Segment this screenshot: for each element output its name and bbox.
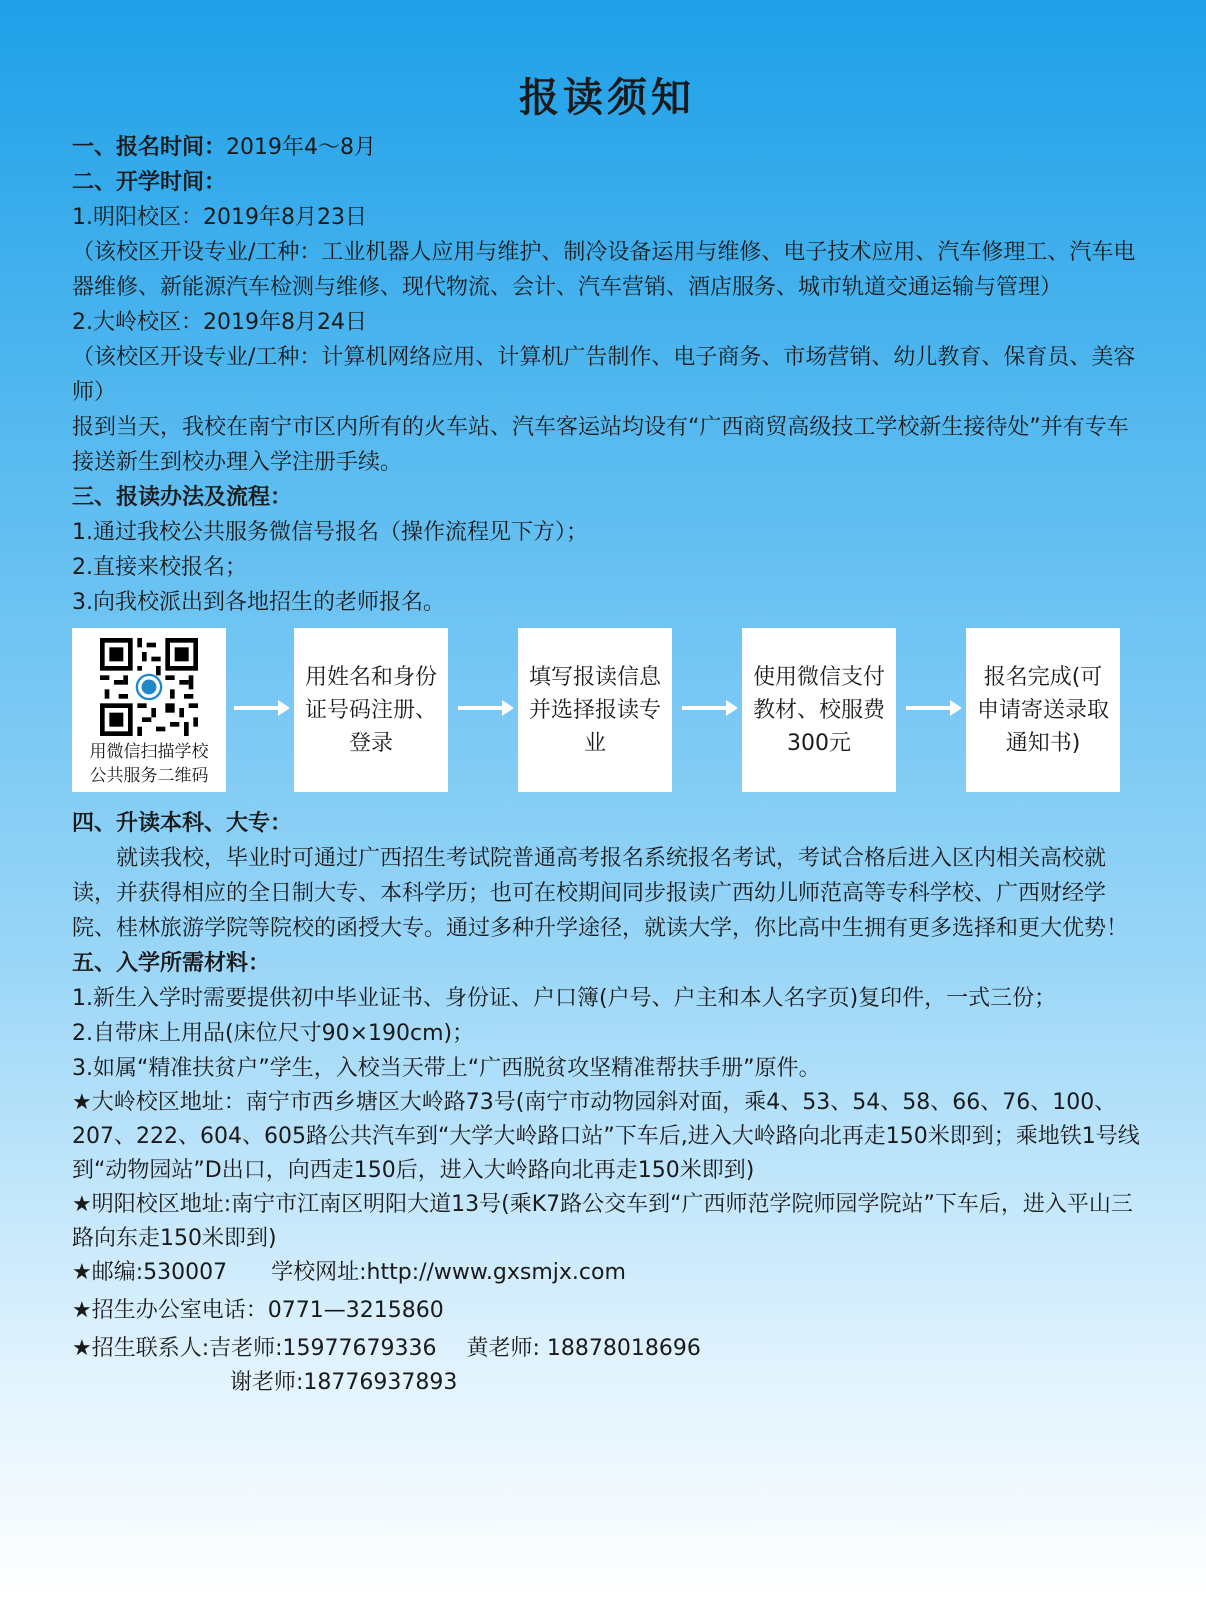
sec2-heading: 二、开学时间： (72, 170, 227, 195)
material-item-3: 3.如属“精准扶贫户”学生，入校当天带上“广西脱贫攻坚精准帮扶手册”原件。 (72, 1056, 821, 1081)
arrow-right-icon (456, 696, 516, 720)
website-link[interactable]: 学校网址:http://www.gxsmjx.com (271, 1260, 626, 1285)
daling-address: ★大岭校区地址：南宁市西乡塘区大岭路73号(南宁市动物园斜对面，乘4、53、54、58、66、76、100、207、222、604、605路公共汽车到“大学大岭路口站”下车后,进入大岭路向北再走150米即到；乘地铁1号线到“动物园站”D出口，向西走150后，进入大岭路向北再走150米即到) (72, 1090, 1140, 1183)
enroll-time (72, 130, 1142, 165)
sec3-heading: 三、报读办法及流程： (72, 485, 293, 510)
office-phone: ★招生办公室电话：0771—3215860 (72, 1298, 444, 1323)
contact-line-1 (72, 1332, 1142, 1366)
qr-caption-line-1: 用微信扫描学校 (89, 742, 209, 762)
campus2-majors: （该校区开设专业/工种：计算机网络应用、计算机广告制作、电子商务、市场营销、幼儿教育、保育员、美容师） (72, 345, 1136, 405)
mingyang-address: ★明阳校区地址:南宁市江南区明阳大道13号(乘K7路公交车到“广西师范学院师园学院站”下车后，进入平山三路向东走150米即到) (72, 1192, 1133, 1251)
postcode: ★邮编:530007 (72, 1260, 228, 1285)
campus1-majors: （该校区开设专业/工种：工业机器人应用与维护、制冷设备运用与维修、电子技术应用、汽车修理工、汽车电器维修、新能源汽车检测与维修、现代物流、会计、汽车营销、酒店服务、城市轨道交通运输与管理） (72, 240, 1136, 300)
qr-caption (72, 740, 226, 788)
contact-huang: 黄老师: 18878018696 (466, 1336, 701, 1361)
method-item-2: 2.直接来校报名； (72, 555, 247, 580)
contact-ji: ★招生联系人:吉老师:15977679336 (72, 1336, 437, 1361)
campus1-date: 1.明阳校区：2019年8月23日 (72, 205, 367, 230)
registration-flow (72, 628, 1142, 796)
sec5-heading: 五、入学所需材料： (72, 951, 271, 976)
arrow-right-icon (232, 696, 292, 720)
arrow-right-icon (680, 696, 740, 720)
sec4-heading: 四、升读本科、大专： (72, 811, 293, 836)
qr-caption-line-2: 公共服务二维码 (89, 766, 209, 786)
flow-step-2: 填写报读信息并选择报读专业 (518, 628, 672, 792)
flow-step-4: 报名完成(可申请寄送录取通知书) (966, 628, 1120, 792)
material-item-1: 1.新生入学时需要提供初中毕业证书、身份证、户口簿(户号、户主和本人名字页)复印件，一式三份； (72, 986, 1057, 1011)
reception-note: 报到当天，我校在南宁市区内所有的火车站、汽车客运站均设有“广西商贸高级技工学校新生接待处”并有专车接送新生到校办理入学注册手续。 (72, 415, 1129, 475)
flow-step-1: 用姓名和身份证号码注册、登录 (294, 628, 448, 792)
material-item-2: 2.自带床上用品(床位尺寸90×190cm)； (72, 1021, 475, 1046)
page-title: 报读须知 (519, 75, 695, 121)
method-item-1: 1.通过我校公共服务微信号报名（操作流程见下方）； (72, 520, 588, 545)
arrow-right-icon (904, 696, 964, 720)
flow-step-3: 使用微信支付教材、校服费300元 (742, 628, 896, 792)
contact-xie: 谢老师:18776937893 (230, 1370, 458, 1395)
method-item-3: 3.向我校派出到各地招生的老师报名。 (72, 590, 445, 615)
sec1-value: 2019年4～8月 (226, 135, 376, 160)
postcode-website (72, 1256, 1142, 1290)
qr-box (72, 628, 226, 792)
notice-page (72, 70, 1142, 1400)
campus2-date: 2.大岭校区：2019年8月24日 (72, 310, 367, 335)
sec4-body: 就读我校，毕业时可通过广西招生考试院普通高考报名系统报名考试，考试合格后进入区内相关高校就读，并获得相应的全日制大专、本科学历；也可在校期间同步报读广西幼儿师范高等专科学校、广西财经学院、桂林旅游学院等院校的函授大专。通过多种升学途径，就读大学，你比高中生拥有更多选择和更大优势！ (72, 846, 1129, 941)
sec1-heading: 一、报名时间： (72, 135, 227, 160)
qr-code-icon[interactable] (100, 638, 198, 736)
